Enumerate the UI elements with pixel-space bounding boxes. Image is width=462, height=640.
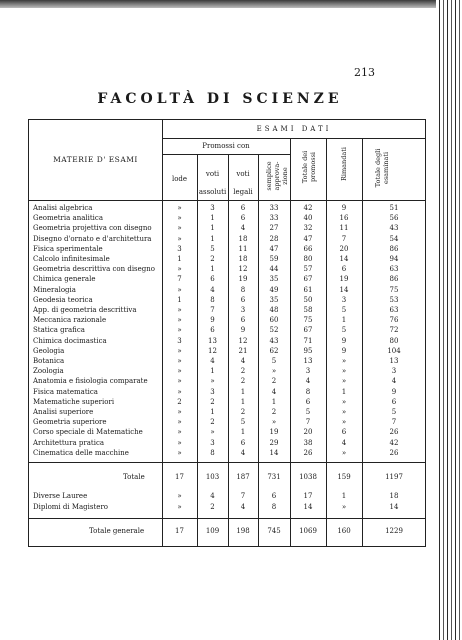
table-cell: 9: [341, 336, 347, 345]
table-cell: 48: [269, 306, 279, 314]
table-cell: 72: [389, 326, 399, 335]
table-cell: 5: [210, 244, 215, 253]
table-cell: 14: [269, 448, 279, 457]
table-cell: 2: [271, 408, 277, 416]
table-cell: 1069: [299, 527, 317, 535]
table-cell: 6: [341, 265, 347, 274]
table-cell: »: [177, 357, 182, 365]
table-cell: 4: [240, 224, 246, 233]
table-cell: 62: [269, 346, 279, 355]
table-cell: 2: [210, 503, 215, 511]
table-cell: »: [341, 503, 347, 511]
table-cell: 20: [303, 428, 313, 437]
table-cell: 1197: [385, 473, 403, 481]
table-cell: 6: [210, 275, 215, 284]
table-cell: »: [177, 503, 182, 511]
page-title: FACOLTÀ DI SCIENZE: [97, 91, 343, 107]
table-cell: 2: [271, 377, 277, 386]
table-cell: 8: [210, 448, 215, 457]
row-label: Cinematica delle macchine: [33, 448, 129, 457]
table-cell: 20: [339, 244, 349, 253]
table-cell: »: [341, 377, 347, 386]
table-cell: 17: [175, 527, 184, 535]
table-cell: »: [177, 326, 182, 335]
row-label: Geometria descrittiva con disegno: [33, 265, 155, 274]
table-cell: 6: [240, 295, 246, 304]
table-cell: »: [177, 367, 182, 376]
table-cell: 7: [305, 418, 311, 427]
table-cell: 103: [205, 473, 220, 481]
table-cell: 1: [341, 492, 347, 500]
table-cell: »: [341, 418, 347, 427]
table-cell: 9: [341, 204, 347, 212]
table-cell: 2: [177, 397, 182, 406]
table-cell: 63: [389, 306, 399, 314]
table-cell: 35: [269, 275, 279, 284]
table-cell: 4: [305, 377, 311, 386]
table-cell: 7: [341, 234, 347, 243]
table-cell: 6: [210, 326, 215, 335]
table-cell: 19: [339, 275, 349, 284]
table-cell: 75: [389, 285, 399, 294]
table-cell: 6: [240, 316, 246, 325]
table-cell: »: [177, 438, 182, 447]
table-cell: 6: [341, 428, 347, 437]
table-cell: »: [271, 367, 277, 376]
table-cell: 6: [305, 397, 311, 406]
table-cell: »: [341, 408, 347, 416]
divider: [162, 154, 290, 155]
header-exams: ESAMI DATI: [256, 125, 332, 133]
table-cell: 8: [210, 295, 215, 304]
table-cell: 4: [341, 438, 347, 447]
table-cell: 75: [303, 316, 313, 325]
table-cell: 4: [240, 357, 246, 365]
table-cell: 5: [271, 357, 277, 365]
row-label: Chimica docimastica: [33, 336, 107, 345]
header-lode: lode: [171, 175, 188, 183]
table-cell: 1: [240, 387, 246, 396]
table-cell: 12: [238, 265, 248, 274]
table-cell: 1: [177, 255, 182, 263]
table-cell: 14: [339, 285, 349, 294]
row-label: Botanica: [33, 357, 65, 365]
table-cell: 95: [303, 346, 313, 355]
table-cell: 1: [210, 234, 215, 243]
row-label: Diverse Lauree: [33, 492, 88, 500]
scan-binding-edge: [436, 0, 462, 640]
header-semplice: semplice approva-zione: [265, 161, 289, 191]
table-cell: »: [177, 306, 182, 314]
table-cell: 4: [271, 387, 277, 396]
table-cell: 14: [389, 503, 399, 511]
table-cell: 3: [391, 367, 397, 376]
table-cell: 5: [305, 408, 311, 416]
table-cell: 6: [271, 492, 277, 500]
table-cell: 13: [389, 357, 399, 365]
table-cell: 35: [269, 295, 279, 304]
row-label: Calcolo infinitesimale: [33, 255, 110, 263]
table-cell: 21: [238, 346, 248, 355]
table-cell: 80: [389, 336, 399, 345]
table-cell: 28: [269, 234, 279, 243]
table-cell: 745: [267, 527, 281, 535]
table-cell: 18: [238, 234, 248, 243]
table-cell: 59: [269, 255, 279, 263]
table-cell: 5: [341, 326, 347, 335]
table-cell: 53: [389, 295, 399, 304]
table-cell: 14: [339, 255, 349, 263]
table-cell: 38: [303, 438, 313, 447]
table-cell: 33: [269, 204, 279, 212]
table-cell: 76: [389, 316, 399, 325]
table-cell: 104: [387, 346, 401, 355]
table-cell: 9: [210, 316, 215, 325]
row-label: Geodesia teorica: [33, 295, 93, 304]
row-label: App. di geometria descrittiva: [33, 306, 137, 314]
table-cell: 49: [269, 285, 279, 294]
table-cell: 160: [337, 527, 351, 535]
table-cell: 40: [303, 214, 313, 223]
header-subject: MATERIE D' ESAMI: [53, 155, 138, 164]
table-cell: 4: [240, 503, 246, 511]
table-cell: 1: [210, 214, 215, 223]
table-cell: »: [177, 204, 182, 212]
row-label: Anatomia e fisiologia comparate: [33, 377, 148, 386]
table-cell: 29: [269, 438, 279, 447]
table-cell: 32: [303, 224, 313, 233]
table-cell: 17: [303, 492, 313, 500]
row-label: Corso speciale di Matematiche: [33, 428, 143, 437]
table-cell: 13: [303, 357, 313, 365]
table-cell: 7: [391, 418, 397, 427]
table-cell: 159: [337, 473, 351, 481]
table-cell: 1: [240, 397, 246, 406]
table-cell: 7: [177, 275, 182, 284]
table-cell: »: [177, 492, 182, 500]
table-cell: 18: [238, 255, 248, 263]
table-cell: 26: [389, 448, 399, 457]
table-cell: 1: [210, 265, 215, 274]
table-cell: 66: [303, 244, 313, 253]
table-cell: 3: [210, 204, 215, 212]
table-cell: 1: [240, 428, 246, 437]
table-cell: 2: [210, 255, 215, 263]
table-cell: »: [341, 367, 347, 376]
table-cell: 67: [303, 275, 313, 284]
table-cell: 80: [303, 255, 313, 263]
table-cell: 94: [389, 255, 399, 263]
table-cell: 67: [303, 326, 313, 335]
table-cell: 3: [240, 306, 246, 314]
table-cell: 1: [177, 295, 182, 304]
row-label: Diplomi di Magistero: [33, 503, 109, 511]
table-cell: 14: [303, 503, 313, 511]
table-cell: »: [177, 448, 182, 457]
exam-table: [28, 119, 426, 547]
header-voti-assoluti: voti assoluti: [198, 170, 227, 196]
table-cell: »: [177, 408, 182, 416]
table-cell: »: [177, 377, 182, 386]
table-cell: 56: [389, 214, 399, 223]
table-cell: 4: [240, 448, 246, 457]
table-cell: 43: [389, 224, 399, 233]
table-cell: 2: [240, 408, 246, 416]
table-cell: 1: [271, 397, 277, 406]
row-label: Statica grafica: [33, 326, 85, 335]
row-label: Geometria projettiva con disegno: [33, 224, 152, 233]
table-cell: 7: [210, 306, 215, 314]
table-cell: 4: [210, 357, 215, 365]
table-cell: »: [271, 418, 277, 427]
table-cell: 58: [303, 306, 313, 314]
header-rimandati: Rimandati: [340, 147, 348, 181]
table-cell: 731: [267, 473, 281, 481]
page-number: 213: [354, 66, 375, 79]
table-cell: »: [177, 387, 182, 396]
table-cell: »: [341, 357, 347, 365]
row-label: Analisi superiore: [33, 408, 94, 416]
table-cell: 17: [175, 473, 184, 481]
table-cell: »: [177, 224, 182, 233]
table-cell: 1: [341, 387, 347, 396]
table-cell: »: [177, 428, 182, 437]
divider: [162, 138, 426, 139]
row-label: Geologia: [33, 346, 65, 355]
table-cell: 1: [210, 408, 215, 416]
divider: [29, 462, 426, 463]
row-label: Geometria superiore: [33, 418, 107, 427]
table-cell: 12: [208, 346, 217, 355]
totale-generale-label: Totale generale: [89, 527, 145, 535]
table-cell: 1: [341, 316, 347, 325]
table-cell: 43: [269, 336, 279, 345]
table-cell: 2: [240, 367, 246, 376]
table-cell: 60: [269, 316, 279, 325]
table-cell: 52: [269, 326, 279, 335]
table-cell: 9: [240, 326, 246, 335]
header-totale-promossi: Totale dei promossi: [301, 150, 317, 184]
table-cell: 71: [303, 336, 313, 345]
table-cell: »: [177, 346, 182, 355]
table-cell: 50: [303, 295, 313, 304]
table-cell: 26: [389, 428, 399, 437]
row-label: Geometria analitica: [33, 214, 104, 223]
row-label: Meccanica razionale: [33, 316, 107, 325]
table-cell: 16: [339, 214, 349, 223]
table-cell: 4: [210, 492, 215, 500]
table-cell: »: [177, 285, 182, 294]
scan-top-edge: [0, 0, 462, 8]
row-label: Matematiche superiori: [33, 397, 115, 406]
table-cell: »: [177, 265, 182, 274]
divider: [29, 518, 426, 519]
table-cell: 5: [391, 408, 397, 416]
header-totale-esaminati: Totale degli esaminati: [374, 148, 390, 188]
row-label: Mineralogia: [33, 285, 76, 294]
table-cell: 19: [269, 428, 279, 437]
table-cell: 3: [177, 336, 182, 345]
table-cell: »: [177, 418, 182, 427]
table-cell: 12: [238, 336, 248, 345]
table-cell: 44: [269, 265, 279, 274]
table-cell: 2: [210, 418, 215, 427]
table-cell: 57: [303, 265, 313, 274]
table-cell: 3: [177, 244, 182, 253]
totale-label: Totale: [123, 473, 145, 481]
table-cell: 1229: [385, 527, 403, 535]
table-cell: »: [341, 397, 347, 406]
table-cell: 18: [389, 492, 399, 500]
row-label: Fisica matematica: [33, 387, 98, 396]
row-label: Fisica sperimentale: [33, 244, 103, 253]
table-cell: 5: [240, 418, 246, 427]
table-cell: 187: [236, 473, 250, 481]
table-cell: 19: [238, 275, 248, 284]
header-promoted-with: Promossi con: [202, 142, 250, 150]
table-cell: 54: [389, 234, 399, 243]
row-label: Disegno d'ornato e d'architettura: [33, 234, 152, 243]
table-cell: 8: [240, 285, 246, 294]
table-cell: 51: [389, 204, 399, 212]
table-cell: 4: [391, 377, 397, 386]
table-cell: 61: [303, 285, 313, 294]
row-label: Zoologia: [33, 367, 64, 376]
table-cell: 47: [269, 244, 279, 253]
table-cell: 3: [210, 438, 215, 447]
table-cell: 6: [240, 438, 246, 447]
table-cell: 2: [240, 377, 246, 386]
table-cell: »: [210, 377, 215, 386]
table-cell: 42: [303, 204, 313, 212]
table-cell: 5: [341, 306, 347, 314]
table-cell: 6: [240, 214, 246, 223]
header-voti-legali: voti legali: [233, 170, 253, 196]
table-cell: 1038: [299, 473, 317, 481]
row-label: Chimica generale: [33, 275, 96, 284]
table-cell: 86: [389, 275, 399, 284]
table-cell: 42: [389, 438, 399, 447]
table-cell: 109: [205, 527, 220, 535]
table-cell: »: [177, 316, 182, 325]
row-label: Architettura pratica: [33, 438, 105, 447]
table-cell: 86: [389, 244, 399, 253]
table-cell: 13: [208, 336, 217, 345]
table-cell: 4: [210, 285, 215, 294]
table-cell: 7: [240, 492, 246, 500]
table-cell: 198: [236, 527, 250, 535]
table-cell: »: [341, 448, 347, 457]
table-cell: 63: [389, 265, 399, 274]
table-cell: 8: [271, 503, 277, 511]
table-cell: 3: [341, 295, 347, 304]
table-cell: 9: [391, 387, 397, 396]
table-cell: 33: [269, 214, 279, 223]
table-cell: 26: [303, 448, 313, 457]
table-cell: 3: [210, 387, 215, 396]
table-cell: 6: [391, 397, 397, 406]
table-cell: 8: [305, 387, 311, 396]
table-cell: 2: [210, 397, 215, 406]
table-cell: 11: [339, 224, 349, 233]
table-cell: 27: [269, 224, 279, 233]
table-cell: 47: [303, 234, 313, 243]
table-cell: »: [177, 234, 182, 243]
table-cell: 6: [240, 204, 246, 212]
table-cell: »: [210, 428, 215, 437]
table-cell: 1: [210, 367, 215, 376]
table-cell: 1: [210, 224, 215, 233]
table-cell: »: [177, 214, 182, 223]
row-label: Analisi algebrica: [33, 204, 93, 212]
table-cell: 3: [305, 367, 311, 376]
table-cell: 11: [238, 244, 248, 253]
table-cell: 9: [341, 346, 347, 355]
